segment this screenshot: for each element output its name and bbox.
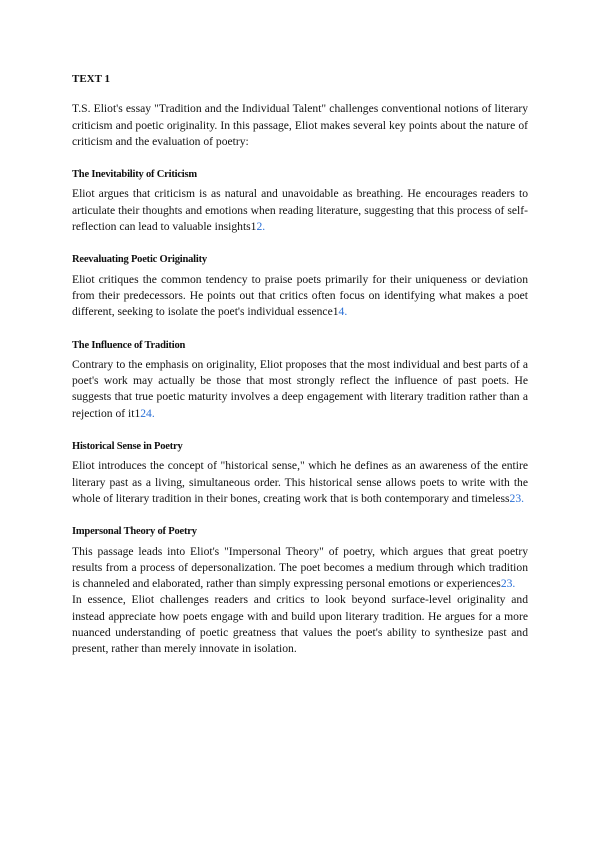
section-heading: The Influence of Tradition	[72, 339, 186, 351]
citation-link[interactable]: 2.	[256, 220, 266, 234]
section-tradition	[72, 338, 528, 422]
citation-link[interactable]: 23.	[509, 491, 525, 505]
section-text: Eliot critiques the common tendency to praise poets primarily for their uniqueness or deviation from their predecessors. He points out that critics often focus on identifying what makes a poet different, seeking to isolate the poet's individual essence1	[72, 272, 528, 319]
section-criticism	[72, 167, 528, 235]
section-heading: The Inevitability of Criticism	[72, 169, 197, 181]
conclusion-paragraph: In essence, Eliot challenges readers and critics to look beyond surface-level originality and instead appreciate how poets engage with and build upon literary tradition. He argues for a more nuanced understanding of poetic greatness that values the poet's ability to synthesize past and present, rather than merely innovate in isolation.	[72, 593, 528, 656]
section-paragraph	[72, 458, 528, 507]
document-title: TEXT 1	[72, 73, 111, 85]
section-paragraph	[72, 186, 528, 235]
intro-paragraph: T.S. Eliot's essay "Tradition and the Individual Talent" challenges conventional notions of literary criticism and poetic originality. In this passage, Eliot makes several key points about the nature of criticism and the evaluation of poetry:	[72, 102, 528, 148]
section-paragraph	[72, 357, 528, 422]
citation-link[interactable]: 4.	[338, 305, 348, 319]
section-heading: Reevaluating Poetic Originality	[72, 254, 207, 266]
section-heading: Impersonal Theory of Poetry	[72, 526, 197, 538]
section-heading: Historical Sense in Poetry	[72, 441, 183, 453]
section-historical-sense	[72, 439, 528, 507]
section-paragraph	[72, 272, 528, 321]
section-originality	[72, 252, 528, 320]
document-page	[72, 71, 528, 658]
section-impersonal-theory	[72, 524, 528, 657]
section-text: Eliot argues that criticism is as natural and unavoidable as breathing. He encourages readers to articulate their thoughts and emotions when reading literature, suggesting that this process of self-reflection can lead to valuable insights1	[72, 187, 528, 234]
section-paragraph	[72, 544, 528, 593]
section-text: This passage leads into Eliot's "Impersonal Theory" of poetry, which argues that great poetry results from a process of depersonalization. The poet becomes a medium through which tradition is channeled and elaborated, rather than simply expressing personal emotions or experiences	[72, 544, 528, 591]
citation-link[interactable]: 24.	[140, 406, 155, 420]
citation-link[interactable]: 23.	[500, 577, 516, 591]
section-text: Contrary to the emphasis on originality, Eliot proposes that the most individual and best parts of a poet's work may actually be those that most strongly reflect the influence of past poets. He suggests that true poetic maturity involves a deep engagement with literary tradition rather than a rejection of it1	[72, 357, 528, 420]
section-text: Eliot introduces the concept of "historical sense," which he defines as an awareness of the entire literary past as a living, simultaneous order. This historical sense allows poets to write with the whole of literary tradition in their bones, creating work that is both contemporary and timeless	[72, 459, 528, 505]
